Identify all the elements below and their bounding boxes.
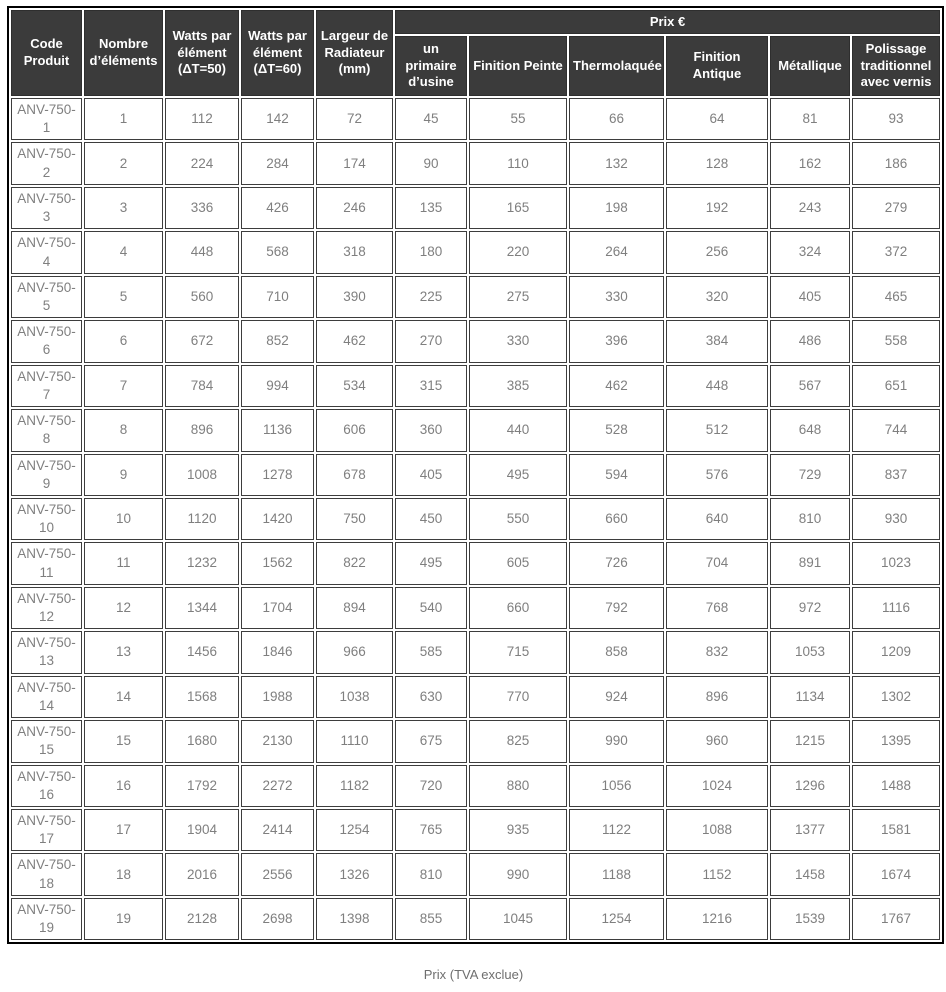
value-cell: 528 [569, 409, 664, 451]
value-cell: 174 [316, 142, 393, 184]
value-cell: 495 [469, 454, 567, 496]
value-cell: 810 [395, 853, 467, 895]
table-row [11, 142, 940, 184]
value-cell: 264 [569, 231, 664, 273]
value-cell: 10 [84, 498, 163, 540]
value-cell: 162 [770, 142, 850, 184]
value-cell: 2130 [241, 720, 314, 762]
value-cell: 750 [316, 498, 393, 540]
value-cell: 66 [569, 98, 664, 140]
value-cell: 1120 [165, 498, 239, 540]
product-code-cell: ANV-750-2 [11, 142, 82, 184]
value-cell: 768 [666, 587, 768, 629]
value-cell: 450 [395, 498, 467, 540]
header-row-top [11, 10, 940, 34]
value-cell: 279 [852, 187, 940, 229]
value-cell: 720 [395, 765, 467, 807]
col-header-watts-dt60: Watts par élément (ΔT=60) [241, 10, 314, 96]
value-cell: 990 [469, 853, 567, 895]
table-header [11, 10, 940, 96]
value-cell: 770 [469, 676, 567, 718]
value-cell: 256 [666, 231, 768, 273]
product-code-cell: ANV-750-7 [11, 365, 82, 407]
value-cell: 486 [770, 320, 850, 362]
value-cell: 1674 [852, 853, 940, 895]
value-cell: 1846 [241, 631, 314, 673]
value-cell: 1045 [469, 898, 567, 940]
value-cell: 495 [395, 542, 467, 584]
value-cell: 1254 [316, 809, 393, 851]
table-row [11, 187, 940, 229]
value-cell: 605 [469, 542, 567, 584]
value-cell: 384 [666, 320, 768, 362]
col-header-thermolaquee: Thermolaquée [569, 36, 664, 96]
value-cell: 462 [569, 365, 664, 407]
value-cell: 1088 [666, 809, 768, 851]
value-cell: 448 [165, 231, 239, 273]
value-cell: 678 [316, 454, 393, 496]
col-header-finition-antique: Finition Antique [666, 36, 768, 96]
table-body [11, 98, 940, 940]
value-cell: 275 [469, 276, 567, 318]
value-cell: 72 [316, 98, 393, 140]
value-cell: 660 [469, 587, 567, 629]
value-cell: 567 [770, 365, 850, 407]
value-cell: 135 [395, 187, 467, 229]
col-header-watts-dt50: Watts par élément (ΔT=50) [165, 10, 239, 96]
value-cell: 1420 [241, 498, 314, 540]
value-cell: 2 [84, 142, 163, 184]
product-code-cell: ANV-750-12 [11, 587, 82, 629]
value-cell: 19 [84, 898, 163, 940]
value-cell: 2414 [241, 809, 314, 851]
value-cell: 462 [316, 320, 393, 362]
value-cell: 165 [469, 187, 567, 229]
product-code-cell: ANV-750-16 [11, 765, 82, 807]
value-cell: 822 [316, 542, 393, 584]
value-cell: 1562 [241, 542, 314, 584]
value-cell: 405 [395, 454, 467, 496]
value-cell: 390 [316, 276, 393, 318]
value-cell: 16 [84, 765, 163, 807]
value-cell: 6 [84, 320, 163, 362]
value-cell: 132 [569, 142, 664, 184]
value-cell: 405 [770, 276, 850, 318]
value-cell: 726 [569, 542, 664, 584]
value-cell: 426 [241, 187, 314, 229]
value-cell: 651 [852, 365, 940, 407]
value-cell: 465 [852, 276, 940, 318]
product-code-cell: ANV-750-17 [11, 809, 82, 851]
value-cell: 224 [165, 142, 239, 184]
table-row [11, 898, 940, 940]
value-cell: 1398 [316, 898, 393, 940]
table-row [11, 587, 940, 629]
value-cell: 1038 [316, 676, 393, 718]
value-cell: 385 [469, 365, 567, 407]
col-header-largeur-radiateur: Largeur de Radiateur (mm) [316, 10, 393, 96]
value-cell: 704 [666, 542, 768, 584]
value-cell: 198 [569, 187, 664, 229]
value-cell: 966 [316, 631, 393, 673]
value-cell: 1456 [165, 631, 239, 673]
value-cell: 396 [569, 320, 664, 362]
value-cell: 837 [852, 454, 940, 496]
value-cell: 540 [395, 587, 467, 629]
product-code-cell: ANV-750-9 [11, 454, 82, 496]
product-code-cell: ANV-750-14 [11, 676, 82, 718]
value-cell: 1008 [165, 454, 239, 496]
value-cell: 2016 [165, 853, 239, 895]
table-row [11, 720, 940, 762]
value-cell: 858 [569, 631, 664, 673]
value-cell: 1767 [852, 898, 940, 940]
value-cell: 1110 [316, 720, 393, 762]
value-cell: 1056 [569, 765, 664, 807]
col-header-metallique: Métallique [770, 36, 850, 96]
table-row [11, 853, 940, 895]
table-row [11, 454, 940, 496]
value-cell: 640 [666, 498, 768, 540]
value-cell: 440 [469, 409, 567, 451]
value-cell: 284 [241, 142, 314, 184]
value-cell: 1023 [852, 542, 940, 584]
value-cell: 512 [666, 409, 768, 451]
value-cell: 1182 [316, 765, 393, 807]
value-cell: 630 [395, 676, 467, 718]
value-cell: 2272 [241, 765, 314, 807]
value-cell: 990 [569, 720, 664, 762]
value-cell: 270 [395, 320, 467, 362]
value-cell: 330 [469, 320, 567, 362]
value-cell: 7 [84, 365, 163, 407]
product-code-cell: ANV-750-1 [11, 98, 82, 140]
value-cell: 1792 [165, 765, 239, 807]
value-cell: 1488 [852, 765, 940, 807]
value-cell: 792 [569, 587, 664, 629]
pricing-table [7, 6, 944, 944]
table-row [11, 320, 940, 362]
value-cell: 924 [569, 676, 664, 718]
footer-note: Prix (TVA exclue) [423, 967, 524, 983]
value-cell: 1254 [569, 898, 664, 940]
value-cell: 1152 [666, 853, 768, 895]
value-cell: 960 [666, 720, 768, 762]
value-cell: 1232 [165, 542, 239, 584]
value-cell: 128 [666, 142, 768, 184]
table-row [11, 409, 940, 451]
value-cell: 1 [84, 98, 163, 140]
value-cell: 142 [241, 98, 314, 140]
value-cell: 186 [852, 142, 940, 184]
value-cell: 744 [852, 409, 940, 451]
value-cell: 972 [770, 587, 850, 629]
value-cell: 4 [84, 231, 163, 273]
value-cell: 930 [852, 498, 940, 540]
value-cell: 852 [241, 320, 314, 362]
value-cell: 568 [241, 231, 314, 273]
value-cell: 14 [84, 676, 163, 718]
table-row [11, 365, 940, 407]
value-cell: 1904 [165, 809, 239, 851]
value-cell: 648 [770, 409, 850, 451]
value-cell: 81 [770, 98, 850, 140]
table-row [11, 676, 940, 718]
product-code-cell: ANV-750-3 [11, 187, 82, 229]
product-code-cell: ANV-750-18 [11, 853, 82, 895]
value-cell: 112 [165, 98, 239, 140]
value-cell: 891 [770, 542, 850, 584]
col-header-finition-peinte: Finition Peinte [469, 36, 567, 96]
value-cell: 110 [469, 142, 567, 184]
product-code-cell: ANV-750-5 [11, 276, 82, 318]
value-cell: 606 [316, 409, 393, 451]
value-cell: 896 [165, 409, 239, 451]
value-cell: 1134 [770, 676, 850, 718]
value-cell: 896 [666, 676, 768, 718]
value-cell: 994 [241, 365, 314, 407]
value-cell: 1136 [241, 409, 314, 451]
value-cell: 1581 [852, 809, 940, 851]
value-cell: 1215 [770, 720, 850, 762]
value-cell: 315 [395, 365, 467, 407]
value-cell: 855 [395, 898, 467, 940]
value-cell: 710 [241, 276, 314, 318]
value-cell: 1395 [852, 720, 940, 762]
value-cell: 1326 [316, 853, 393, 895]
value-cell: 810 [770, 498, 850, 540]
value-cell: 675 [395, 720, 467, 762]
value-cell: 243 [770, 187, 850, 229]
value-cell: 1680 [165, 720, 239, 762]
value-cell: 372 [852, 231, 940, 273]
value-cell: 1188 [569, 853, 664, 895]
table-row [11, 631, 940, 673]
value-cell: 330 [569, 276, 664, 318]
table-row [11, 809, 940, 851]
table-row [11, 231, 940, 273]
value-cell: 225 [395, 276, 467, 318]
value-cell: 220 [469, 231, 567, 273]
value-cell: 64 [666, 98, 768, 140]
value-cell: 585 [395, 631, 467, 673]
value-cell: 594 [569, 454, 664, 496]
product-code-cell: ANV-750-6 [11, 320, 82, 362]
product-code-cell: ANV-750-11 [11, 542, 82, 584]
value-cell: 55 [469, 98, 567, 140]
value-cell: 1704 [241, 587, 314, 629]
value-cell: 935 [469, 809, 567, 851]
value-cell: 2698 [241, 898, 314, 940]
value-cell: 1053 [770, 631, 850, 673]
value-cell: 1116 [852, 587, 940, 629]
value-cell: 18 [84, 853, 163, 895]
value-cell: 660 [569, 498, 664, 540]
value-cell: 1296 [770, 765, 850, 807]
col-header-polissage-vernis: Polissage traditionnel avec vernis [852, 36, 940, 96]
value-cell: 832 [666, 631, 768, 673]
value-cell: 825 [469, 720, 567, 762]
col-header-primaire-usine: un primaire d’usine [395, 36, 467, 96]
value-cell: 765 [395, 809, 467, 851]
value-cell: 448 [666, 365, 768, 407]
value-cell: 1458 [770, 853, 850, 895]
value-cell: 894 [316, 587, 393, 629]
table-row [11, 98, 940, 140]
value-cell: 534 [316, 365, 393, 407]
value-cell: 2556 [241, 853, 314, 895]
product-code-cell: ANV-750-13 [11, 631, 82, 673]
value-cell: 560 [165, 276, 239, 318]
value-cell: 558 [852, 320, 940, 362]
value-cell: 246 [316, 187, 393, 229]
value-cell: 729 [770, 454, 850, 496]
table-row [11, 498, 940, 540]
value-cell: 715 [469, 631, 567, 673]
product-code-cell: ANV-750-15 [11, 720, 82, 762]
value-cell: 11 [84, 542, 163, 584]
value-cell: 8 [84, 409, 163, 451]
value-cell: 1568 [165, 676, 239, 718]
value-cell: 9 [84, 454, 163, 496]
value-cell: 2128 [165, 898, 239, 940]
value-cell: 880 [469, 765, 567, 807]
value-cell: 5 [84, 276, 163, 318]
value-cell: 1024 [666, 765, 768, 807]
value-cell: 3 [84, 187, 163, 229]
value-cell: 324 [770, 231, 850, 273]
value-cell: 1377 [770, 809, 850, 851]
value-cell: 12 [84, 587, 163, 629]
value-cell: 336 [165, 187, 239, 229]
value-cell: 1216 [666, 898, 768, 940]
value-cell: 1122 [569, 809, 664, 851]
col-header-code-produit: Code Produit [11, 10, 82, 96]
value-cell: 1539 [770, 898, 850, 940]
value-cell: 576 [666, 454, 768, 496]
value-cell: 17 [84, 809, 163, 851]
value-cell: 192 [666, 187, 768, 229]
product-code-cell: ANV-750-8 [11, 409, 82, 451]
value-cell: 672 [165, 320, 239, 362]
value-cell: 1302 [852, 676, 940, 718]
value-cell: 360 [395, 409, 467, 451]
value-cell: 318 [316, 231, 393, 273]
table-row [11, 542, 940, 584]
col-header-nombre-elements: Nombre d’éléments [84, 10, 163, 96]
value-cell: 15 [84, 720, 163, 762]
value-cell: 13 [84, 631, 163, 673]
product-code-cell: ANV-750-10 [11, 498, 82, 540]
product-code-cell: ANV-750-19 [11, 898, 82, 940]
value-cell: 180 [395, 231, 467, 273]
value-cell: 1344 [165, 587, 239, 629]
table-row [11, 276, 940, 318]
value-cell: 1209 [852, 631, 940, 673]
value-cell: 93 [852, 98, 940, 140]
col-header-prix-group: Prix € [395, 10, 940, 34]
value-cell: 90 [395, 142, 467, 184]
product-code-cell: ANV-750-4 [11, 231, 82, 273]
table-row [11, 765, 940, 807]
value-cell: 320 [666, 276, 768, 318]
value-cell: 784 [165, 365, 239, 407]
value-cell: 550 [469, 498, 567, 540]
value-cell: 45 [395, 98, 467, 140]
value-cell: 1278 [241, 454, 314, 496]
value-cell: 1988 [241, 676, 314, 718]
